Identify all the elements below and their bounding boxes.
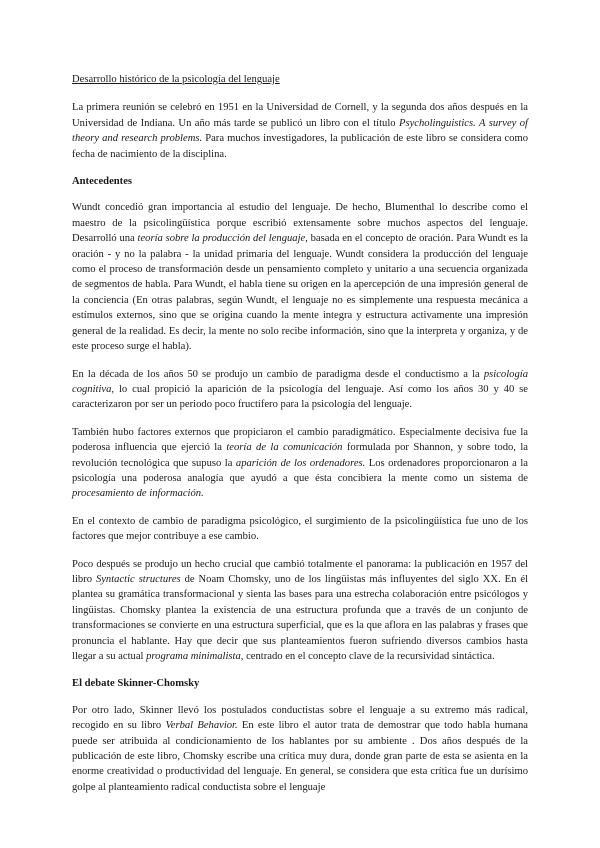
- text-span: También hubo factores externos que propiciaron el cambio paradigmático. Especialmente decisiva fue la poderosa influencia que ejerció la: [72, 426, 528, 454]
- paragraph-wundt: [72, 200, 528, 354]
- text-span: formulada por Shannon, y sobre todo, la revolución tecnológica que supuso la: [72, 442, 528, 469]
- emphasis: programa minimalista,: [146, 651, 244, 662]
- text-span: Wundt concedió gran importancia al estudio del lenguaje. De hecho, Blumenthal lo describe como el maestro de la psicolingüística porque escribió extensamente sobre muchos aspectos del lenguaje. Desarrolló una: [72, 202, 528, 245]
- paragraph-skinner: [72, 703, 528, 795]
- emphasis: teoría sobre la producción del lenguaje,: [137, 233, 308, 245]
- text-span: centrado en el concepto clave de la recursividad sintáctica.: [243, 651, 495, 662]
- paragraph-external-factors: [72, 425, 528, 502]
- text-span: lo cual propició la aparición de la psicología del lenguaje. Así como los años 30 y 40 se caracterizaron por ser un periodo poco fructífero para la psicología del lenguaje.: [72, 383, 528, 411]
- text-span: Por otro lado, Skinner llevó los postulados conductistas sobre el lenguaje a su extremo más radical, recogido en su libro: [72, 704, 528, 732]
- paragraph-paradigm: [72, 367, 528, 413]
- text-span: Poco después se produjo un hecho crucial que cambió totalmente el panorama: la publicación en 1957 del libro: [72, 558, 528, 585]
- heading-antecedentes: Antecedentes: [72, 176, 133, 188]
- paragraph-context: En el contexto de cambio de paradigma psicológico, el surgimiento de la psicolingüística fue uno de los factores que mejor contribuye a ese cambio.: [72, 515, 528, 543]
- heading-debate: El debate Skinner-Chomsky: [72, 678, 200, 690]
- paragraph-chomsky: [72, 557, 528, 665]
- text-span: basada en el concepto de oración. Para Wundt es la oración - y no la palabra - la unidad primaria del lenguaje. Wundt considera la producción del lenguaje como el proceso de transformación desde un pensamiento completo y unitario a una secuencia organizada de segmentos de habla. Para Wundt, el habla tiene su origen en la apercepción de una impresión general de la conciencia (En otras palabras, según Wundt, el lenguaje no es simplemente una respuesta mecánica a estímulos externos, sino que se origina cuando la mente integra y estructura activamente una impresión general de la realidad. Es decir, la mente no solo recibe información, sino que la interpreta y organiza, y de este proceso surge el habla).: [72, 233, 528, 353]
- text-span: Los ordenadores proporcionaron a la psicología una poderosa analogía que ayudó a que ésta concibiera la mente como un sistema de: [72, 457, 528, 484]
- text-span: Para muchos investigadores, la publicación de este libro se considera como fecha de nacimiento de la disciplina.: [72, 133, 529, 160]
- document-title: Desarrollo histórico de la psicología del lenguaje: [72, 74, 280, 85]
- emphasis: teoría de la comunicación: [226, 442, 343, 454]
- text-span: En la década de los años 50 se produjo un cambio de paradigma desde el conductismo a la: [72, 368, 484, 380]
- text-span: de Noam Chomsky, uno de los lingüistas más influyentes del siglo XX. En él plantea su gramática transformacional y sienta las bases para una estrecha colaboración entre psicólogos y lingüistas. Chomsky plantea la existencia de una estructura profunda que a través de un conjunto de transformaciones se convierte en una estructura superficial, que es la que aflora en las palabras y frases que pronuncia el hablante. Hay que decir que sus planteamientos fueron sufriendo diversos cambios hasta llegar a su actual: [72, 573, 528, 662]
- text-span: La primera reunión se celebró en 1951 en la Universidad de Cornell, y la segunda dos años después en la Universidad de Indiana. Un año más tarde se publicó un libro con el título: [72, 102, 528, 129]
- paragraph-intro: [72, 100, 528, 162]
- emphasis: psicología cognitiva,: [72, 368, 528, 395]
- text-span: En este libro el autor trata de demostrar que todo habla humana puede ser atribuida al condicionamiento de los hablantes por su ambiente . Dos años después de la publicación de este libro, Chomsky escribe una crítica muy dura, donde gran parte de esta se asienta en la enorme creatividad o productividad del lenguaje. En general, se considera que esta crítica fue un durísimo golpe al planteamiento radical conductista sobre el lenguaje: [72, 720, 528, 793]
- emphasis: procesamiento de información.: [72, 488, 204, 500]
- book-title: Psycholinguistics. A survey of theory and research problems.: [72, 117, 528, 145]
- book-title: Syntactic structures: [95, 573, 181, 585]
- document-body: [72, 72, 528, 807]
- emphasis: aparición de los ordenadores.: [235, 457, 366, 469]
- book-title: Verbal Behavior.: [165, 720, 238, 732]
